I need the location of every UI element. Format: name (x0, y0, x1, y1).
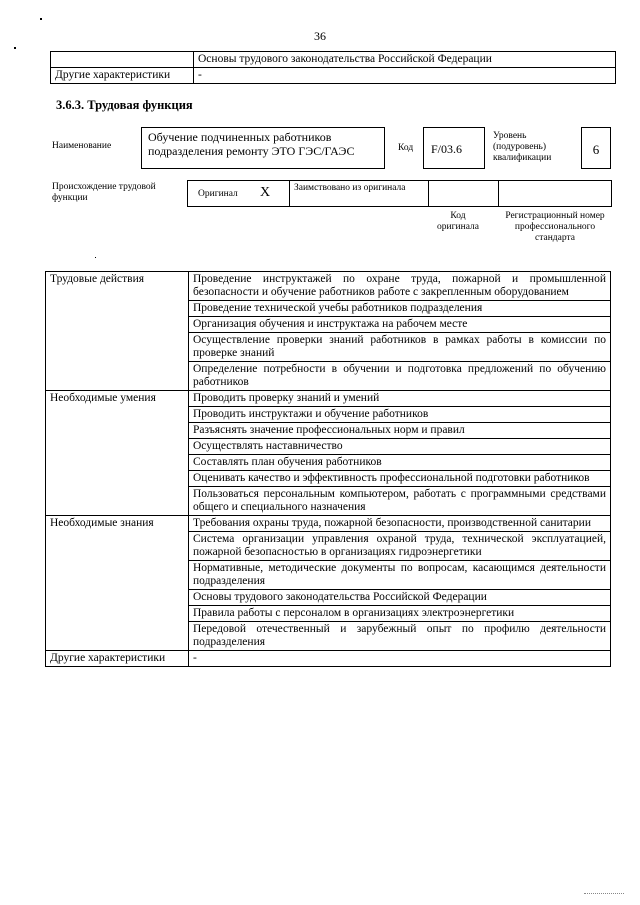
table-row (46, 391, 611, 407)
table-row (51, 52, 616, 68)
item-cell: Правила работы с персоналом в организациях электроэнергетики (189, 606, 611, 622)
original-label: Оригинал (198, 189, 238, 199)
code-value: F/03.6 (431, 142, 463, 156)
category-cell: Трудовые действия (46, 272, 189, 391)
item-cell: Определение потребности в обучении и подготовка предложений по обучению работников (189, 362, 611, 391)
item-cell: Пользоваться персональным компьютером, работать с программными средствами общего и специального назначения (189, 487, 611, 516)
item-cell: Передовой отечественный и зарубежный опыт по профилю деятельности подразделения (189, 622, 611, 651)
item-cell: Оценивать качество и эффективность профессиональной подготовки работников (189, 471, 611, 487)
item-cell: - (194, 68, 616, 84)
labor-function-table (45, 271, 611, 667)
scan-artifact (584, 893, 624, 895)
code-caption: Код оригинала (437, 211, 479, 232)
table-row (46, 272, 611, 301)
page-number: 36 (314, 29, 326, 43)
item-cell: Система организации управления охраной труда, технической эксплуатацией, пожарной безопасностью в организациях гидроэнергетики (189, 532, 611, 561)
function-name: Обучение подчиненных работников подразделения ремонту ЭТО ГЭС/ГАЭС (148, 130, 355, 158)
table-row (51, 68, 616, 84)
code-label: Код (398, 143, 414, 153)
code-box (423, 127, 485, 169)
item-cell: Организация обучения и инструктажа на рабочем месте (189, 317, 611, 333)
level-label: Уровень (подуровень) квалификации (493, 131, 552, 163)
section-title: 3.6.3. Трудовая функция (56, 98, 193, 112)
category-cell: Другие характеристики (51, 68, 194, 84)
function-name-box (141, 127, 385, 169)
table-row (46, 516, 611, 532)
item-cell: Проведение инструктажей по охране труда, пожарной и промышленной безопасности и обучение работников работе с закрепленным оборудованием (189, 272, 611, 301)
divider (498, 181, 499, 206)
reg-caption: Регистрационный номер профессионального стандарта (505, 211, 605, 243)
origin-label: Происхождение трудовой функции (52, 182, 156, 203)
item-cell: Нормативные, методические документы по вопросам, касающимся деятельности подразделения (189, 561, 611, 590)
scan-speck (14, 47, 16, 49)
item-cell: Осуществление проверки знаний работников в рамках работы в комиссии по проверке знаний (189, 333, 611, 362)
item-cell: Основы трудового законодательства Российской Федерации (194, 52, 616, 68)
previous-function-table-tail (50, 51, 616, 84)
item-cell: Требования охраны труда, пожарной безопасности, производственной санитарии (189, 516, 611, 532)
category-cell: Необходимые знания (46, 516, 189, 651)
item-cell: Проводить проверку знаний и умений (189, 391, 611, 407)
item-cell: Составлять план обучения работников (189, 455, 611, 471)
item-cell: Основы трудового законодательства Российской Федерации (189, 590, 611, 606)
category-cell (51, 52, 194, 68)
divider (428, 181, 429, 206)
borrowed-label: Заимствовано из оригинала (294, 183, 406, 193)
scan-speck (95, 257, 96, 258)
scan-speck (40, 18, 42, 20)
name-label: Наименование (52, 141, 112, 151)
table-row (46, 651, 611, 667)
level-box (581, 127, 611, 169)
origin-box (187, 180, 612, 207)
item-cell: Проводить инструктажи и обучение работников (189, 407, 611, 423)
original-mark: X (260, 185, 271, 200)
item-cell: Проведение технической учебы работников подразделения (189, 301, 611, 317)
item-cell: Осуществлять наставничество (189, 439, 611, 455)
level-value: 6 (592, 142, 600, 157)
category-cell: Другие характеристики (46, 651, 189, 667)
category-cell: Необходимые умения (46, 391, 189, 516)
divider (289, 181, 290, 206)
item-cell: Разъяснять значение профессиональных норм и правил (189, 423, 611, 439)
item-cell: - (189, 651, 611, 667)
